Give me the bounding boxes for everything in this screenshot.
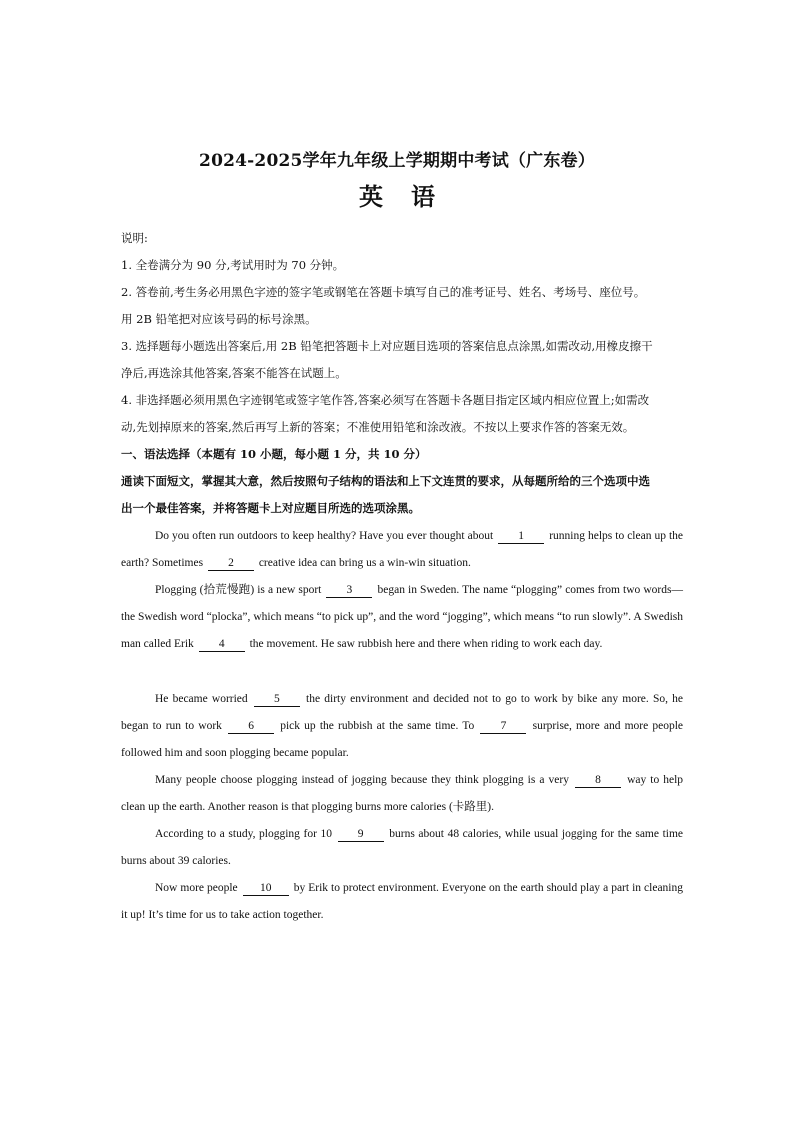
passage-text: He became worried bbox=[155, 693, 248, 705]
instruction-line: 1. 全卷满分为 90 分,考试用时为 70 分钟。 bbox=[121, 258, 345, 272]
passage-text: pick up the rubbish at the same time. To bbox=[280, 720, 475, 732]
passage-text: creative idea can bring us a win-win situation. bbox=[258, 557, 471, 569]
answer-blank-9: 9 bbox=[338, 827, 384, 842]
passage-text: by Erik to protect environment. Everyone on the earth should play a part in cleaning it up! It’s time for us to take action together. bbox=[121, 882, 683, 921]
passage-paragraph-5 bbox=[121, 821, 683, 875]
passage-text: Now more people bbox=[155, 882, 238, 894]
answer-blank-6: 6 bbox=[228, 719, 274, 734]
passage-text: Many people choose plogging instead of jogging because they think plogging is a very bbox=[155, 774, 569, 786]
answer-blank-3: 3 bbox=[326, 583, 372, 598]
instruction-line: 3. 选择题每小题选出答案后,用 2B 铅笔把答题卡上对应题目选项的答案信息点涂黑,如需改动,用橡皮擦干 bbox=[121, 339, 653, 353]
passage-text: burns about 48 calories, while usual jogging for the same time burns about 39 calories. bbox=[121, 828, 684, 867]
passage-text: the dirty environment and decided not to go to work by bike any more. So, he began to run to work bbox=[121, 693, 684, 732]
exam-title: 2024-2025学年九年级上学期期中考试（广东卷） bbox=[199, 151, 595, 171]
passage-text: Plogging (拾荒慢跑) is a new sport bbox=[155, 584, 322, 596]
answer-blank-10: 10 bbox=[243, 881, 289, 896]
subject-title: 英语 bbox=[359, 182, 463, 211]
answer-blank-5: 5 bbox=[254, 692, 300, 707]
answer-blank-8: 8 bbox=[575, 773, 621, 788]
passage-text: surprise, more and more people followed him and soon plogging became popular. bbox=[121, 720, 684, 759]
answer-blank-7: 7 bbox=[480, 719, 526, 734]
answer-blank-1: 1 bbox=[498, 529, 544, 544]
passage-paragraph-4 bbox=[121, 767, 683, 821]
answer-blank-2: 2 bbox=[208, 556, 254, 571]
passage-paragraph-3 bbox=[121, 686, 683, 767]
passage-text: the movement. He saw rubbish here and there when riding to work each day. bbox=[249, 638, 603, 650]
section-directions: 通读下面短文，掌握其大意，然后按照句子结构的语法和上下文连贯的要求，从每题所给的三个选项中选 bbox=[121, 474, 650, 488]
passage-text: According to a study, plogging for 10 bbox=[155, 828, 333, 840]
passage-paragraph-6 bbox=[121, 875, 683, 929]
passage-text: Do you often run outdoors to keep healthy? Have you ever thought about bbox=[155, 530, 494, 542]
passage-text: running helps to clean up the earth? Sometimes bbox=[121, 530, 684, 569]
passage-text: began in Sweden. The name “plogging” comes from two words—the Swedish word “plocka”, which means “to pick up”, and the word “jogging”, which means “to run slowly”. A Swedish man called Erik bbox=[121, 584, 683, 650]
instructions-heading: 说明: bbox=[121, 231, 148, 245]
instruction-line: 净后,再选涂其他答案,答案不能答在试题上。 bbox=[121, 366, 347, 380]
passage-paragraph-2 bbox=[121, 577, 683, 658]
instruction-line: 4. 非选择题必须用黑色字迹钢笔或签字笔作答,答案必须写在答题卡各题目指定区域内相应位置上;如需改 bbox=[121, 393, 650, 407]
section-heading: 一、语法选择（本题有 10 小题，每小题 1 分，共 10 分） bbox=[121, 447, 427, 461]
passage-paragraph-1 bbox=[121, 523, 683, 577]
answer-blank-4: 4 bbox=[199, 637, 245, 652]
instruction-line: 2. 答卷前,考生务必用黑色字迹的签字笔或钢笔在答题卡填写自己的准考证号、姓名、考场号、座位号。 bbox=[121, 285, 646, 299]
section-directions: 出一个最佳答案，并将答题卡上对应题目所选的选项涂黑。 bbox=[121, 501, 420, 515]
instruction-line: 动,先划掉原来的答案,然后再写上新的答案；不准使用铅笔和涂改液。不按以上要求作答的答案无效。 bbox=[121, 420, 635, 434]
instruction-line: 用 2B 铅笔把对应该号码的标号涂黑。 bbox=[121, 312, 317, 326]
passage-text: way to help clean up the earth. Another reason is that plogging burns more calories (卡路里). bbox=[121, 774, 684, 813]
